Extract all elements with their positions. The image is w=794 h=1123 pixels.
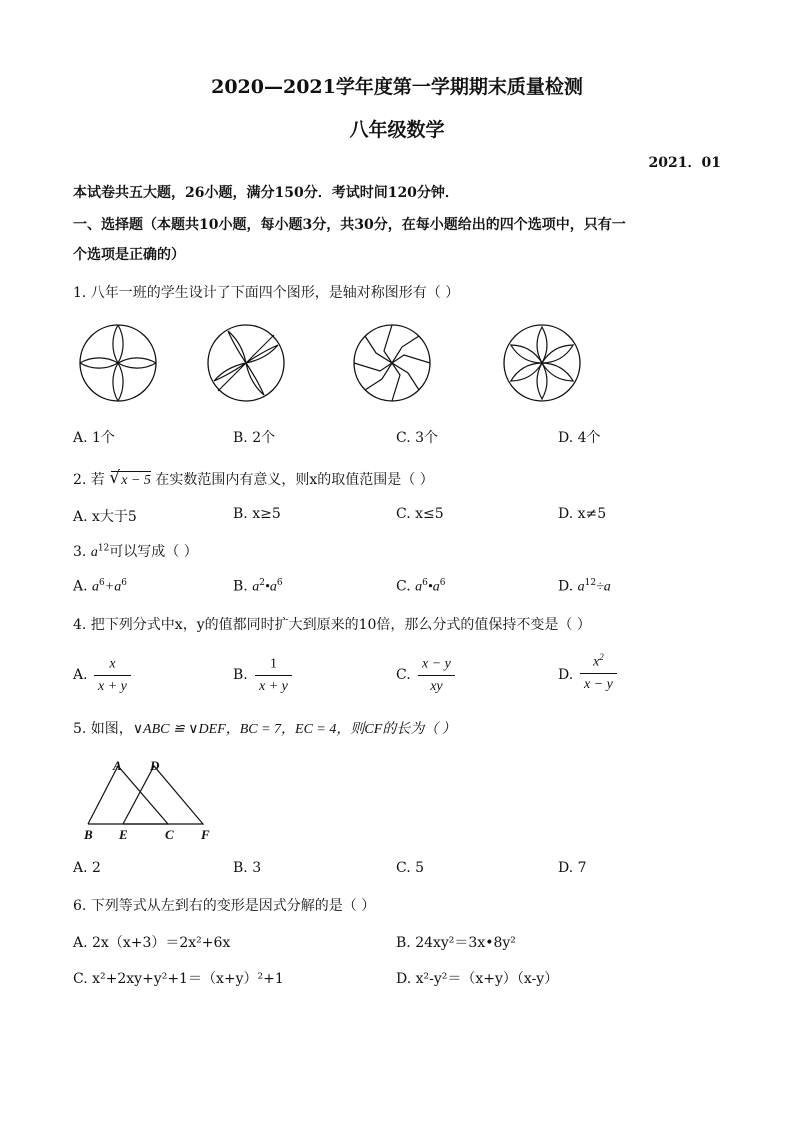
q4-option-c-fraction <box>418 654 455 695</box>
q1-option-b: B. 2个 <box>233 430 276 446</box>
q2-stem-prefix: 2. 若 <box>73 472 105 488</box>
q1-figure-1 <box>78 323 158 403</box>
section-heading: 一、选择题（本题共10小题，每小题3分，共30分，在每小题给出的四个选项中，只有一 <box>73 217 626 233</box>
q6-option-a: A. 2x（x+3）＝2x²+6x <box>73 935 231 951</box>
q3-option-d: D. $a^{12}\div a$ <box>558 578 611 595</box>
sqrt-radicand: x − 5 <box>121 473 151 488</box>
q5-option-b: B. 3 <box>233 860 262 876</box>
sqrt-expression <box>109 468 151 489</box>
q5-option-a: A. 2 <box>73 860 101 876</box>
q5-option-d: D. 7 <box>558 860 587 876</box>
fraction-denominator: xy <box>418 675 455 695</box>
question-1-stem: 1. 八年一班的学生设计了下面四个图形，是轴对称图形有（ ） <box>73 285 460 301</box>
q1-figure-2 <box>206 323 286 403</box>
exam-instructions: 本试卷共五大题，26小题，满分150分．考试时间120分钟． <box>73 185 459 201</box>
q3-exponent: 12 <box>97 543 110 554</box>
q3-option-c: C. $a^6•a^6$ <box>396 578 446 595</box>
q1-figure-4 <box>502 323 582 403</box>
exam-title: 2020—2021学年度第一学期期末质量检测 <box>211 76 583 98</box>
question-4-stem: 4. 把下列分式中x，y的值都同时扩大到原来的10倍，那么分式的值保持不变是（ ） <box>73 617 591 633</box>
exam-subtitle: 八年级数学 <box>349 119 445 141</box>
fraction-numerator: 1 <box>269 656 277 672</box>
q2-stem-suffix: 在实数范围内有意义，则x的取值范围是（ ） <box>155 472 434 488</box>
q3-option-a: A. $a^6+a^6$ <box>73 578 127 595</box>
q4-option-a-label: A. <box>73 667 88 683</box>
q4-option-b-label: B. <box>233 667 248 683</box>
vertex-label-c: C <box>165 827 174 842</box>
question-2-stem <box>73 469 434 489</box>
q2-option-a: A. x大于5 <box>73 509 137 525</box>
q4-option-a-fraction <box>94 654 131 695</box>
q1-option-d: D. 4个 <box>558 430 601 446</box>
question-5-stem: 5. 如图，∨ABC ≌ ∨DEF，BC = 7，EC = 4，则CF的长为（ ） <box>73 721 456 737</box>
q3-base: a <box>90 545 98 560</box>
q6-option-b: B. 24xy²＝3x•8y² <box>396 935 516 951</box>
q5-option-c: C. 5 <box>396 860 425 876</box>
q2-option-b: B. x≥5 <box>233 506 281 522</box>
q1-figure-3 <box>352 323 432 403</box>
section-heading-cont: 个选项是正确的） <box>73 247 185 263</box>
q2-option-c: C. x≤5 <box>396 506 444 522</box>
q4-option-c-label: C. <box>396 667 411 683</box>
q3-number: 3. <box>73 544 91 560</box>
q4-option-d-fraction <box>580 652 617 693</box>
q5-triangle-figure <box>78 758 218 846</box>
q3-stem-suffix: 可以写成（ ） <box>109 544 198 560</box>
q6-option-c: C. x²+2xy+y²+1＝（x+y）²+1 <box>73 971 284 987</box>
fraction-denominator: x − y <box>580 673 617 693</box>
fraction-numerator: x − y <box>422 656 451 672</box>
vertex-label-d: D <box>150 758 160 773</box>
question-6-stem: 6. 下列等式从左到右的变形是因式分解的是（ ） <box>73 898 376 914</box>
question-3-stem <box>73 541 198 561</box>
fraction-denominator: x + y <box>255 675 292 695</box>
vertex-label-b: B <box>84 827 93 842</box>
fraction-denominator: x + y <box>94 675 131 695</box>
fraction-numerator: x <box>109 656 116 672</box>
q2-option-d: D. x≠5 <box>558 506 607 522</box>
sqrt-icon: √ <box>109 468 121 488</box>
vertex-label-f: F <box>201 827 210 842</box>
exam-date: 2021．01 <box>648 155 721 171</box>
q3-option-b: B. $a^2•a^6$ <box>233 578 283 595</box>
q6-option-d: D. x²-y²＝（x+y）（x-y） <box>396 971 559 987</box>
vertex-label-a: A <box>113 758 122 773</box>
fraction-numerator: $x^2$ <box>593 652 604 670</box>
vertex-label-e: E <box>119 827 128 842</box>
q1-option-a: A. 1个 <box>73 430 115 446</box>
q4-option-d-label: D. <box>558 667 574 683</box>
q1-option-c: C. 3个 <box>396 430 439 446</box>
q4-option-b-fraction <box>255 654 292 695</box>
